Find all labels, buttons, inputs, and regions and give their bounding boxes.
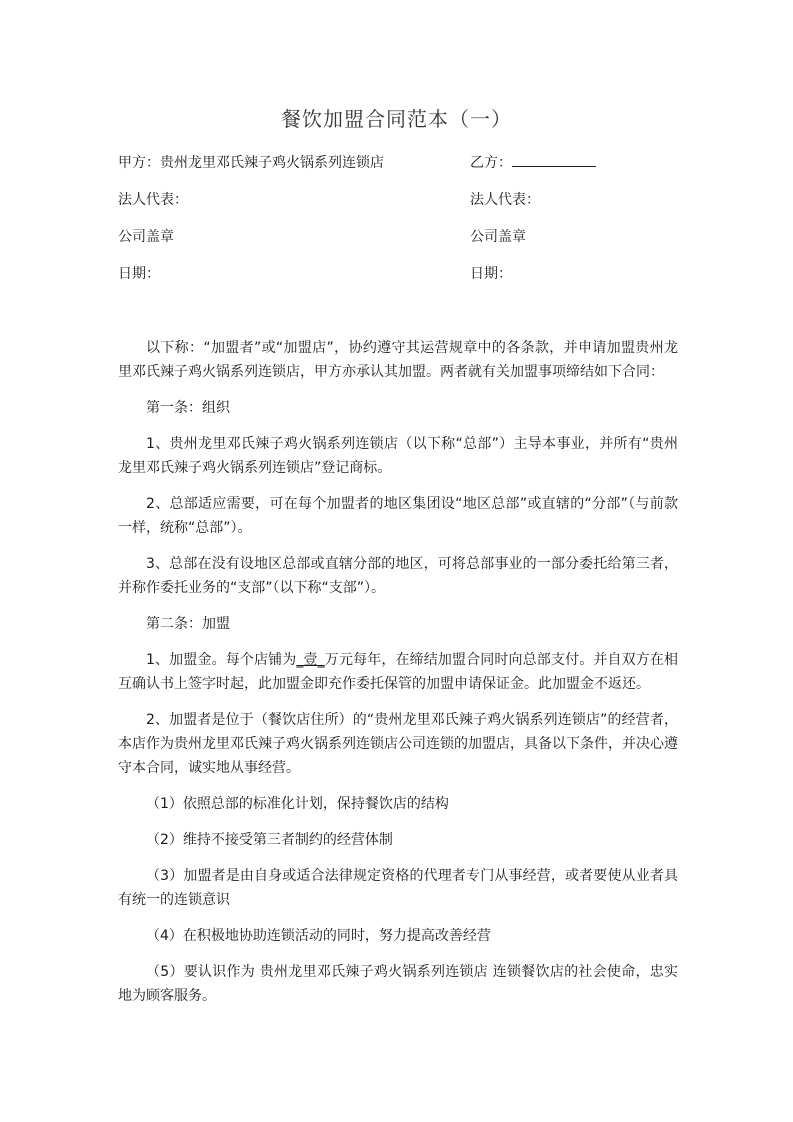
article-1-clause-1: 1、贵州龙里邓氏辣子鸡火锅系列连锁店（以下称“总部”）主导本事业，并所有“贵州龙里邓氏辣子鸡火锅系列连锁店”登记商标。 bbox=[118, 436, 678, 476]
party-a-name: 甲方：贵州龙里邓氏辣子鸡火锅系列连锁店 bbox=[118, 155, 384, 171]
party-b-name-label: 乙方： bbox=[470, 155, 512, 171]
condition-2: （2）维持不接受第三者制约的经营体制 bbox=[146, 832, 393, 848]
intro-paragraph: 以下称：“加盟者”或“加盟店”，协约遵守其运营规章中的各条款，并申请加盟贵州龙里邓氏辣子鸡火锅系列连锁店，甲方亦承认其加盟。两者就有关加盟事项缔结如下合同： bbox=[118, 340, 678, 380]
article-2-heading: 第二条：加盟 bbox=[146, 616, 230, 632]
party-b-name-blank bbox=[512, 152, 596, 167]
party-b-date: 日期： bbox=[470, 266, 512, 282]
contract-body bbox=[118, 336, 678, 1020]
party-a-date: 日期： bbox=[118, 266, 160, 282]
condition-1: （1）依照总部的标准化计划，保持餐饮店的结构 bbox=[146, 796, 449, 812]
party-seal-row bbox=[118, 226, 678, 263]
party-rep-row bbox=[118, 189, 678, 226]
article-1-clause-3: 3、总部在没有设地区总部或直辖分部的地区，可将总部事业的一部分委托给第三者，并称作委托业务的“支部”（以下称“支部”）。 bbox=[118, 556, 678, 596]
party-b-name bbox=[470, 152, 596, 172]
party-b-rep: 法人代表： bbox=[470, 192, 540, 208]
condition-3: （3）加盟者是由自身或适合法律规定资格的代理者专门从事经营，或者要使从业者具有统一的连锁意识 bbox=[118, 868, 678, 908]
condition-5: （5）要认识作为 贵州龙里邓氏辣子鸡火锅系列连锁店 连锁餐饮店的社会使命，忠实地为顾客服务。 bbox=[118, 964, 678, 1004]
parties-block bbox=[118, 152, 678, 300]
article-2-clause-1 bbox=[118, 648, 678, 696]
party-a-rep: 法人代表： bbox=[118, 192, 188, 208]
party-name-row bbox=[118, 152, 678, 189]
article-2-clause-1-post: 万元每年，在缔结加盟合同时向总部支付。并自双方在相互确认书上签字时起，此加盟金即充作委托保管的加盟申请保证金。此加盟金不返还。 bbox=[118, 652, 679, 692]
party-b-seal: 公司盖章 bbox=[470, 229, 526, 245]
article-1-clause-2: 2、总部适应需要，可在每个加盟者的地区集团设“地区总部”或直辖的“分部”（与前款一样，统称“总部”）。 bbox=[118, 496, 678, 536]
article-2-clause-1-pre: 1、加盟金。每个店铺为 bbox=[146, 652, 297, 668]
article-1-heading: 第一条：组织 bbox=[146, 400, 230, 416]
party-date-row bbox=[118, 263, 678, 300]
article-2-clause-2: 2、加盟者是位于（餐饮店住所）的“贵州龙里邓氏辣子鸡火锅系列连锁店”的经营者，本店作为贵州龙里邓氏辣子鸡火锅系列连锁店公司连锁的加盟店，具备以下条件，并决心遵守本合同，诚实地从事经营。 bbox=[118, 712, 678, 776]
document-title: 餐饮加盟合同范本（一） bbox=[281, 107, 512, 131]
franchise-fee-amount: _壹_ bbox=[296, 652, 325, 668]
condition-4: （4）在积极地协助连锁活动的同时，努力提高改善经营 bbox=[146, 928, 491, 944]
party-a-seal: 公司盖章 bbox=[118, 229, 174, 245]
